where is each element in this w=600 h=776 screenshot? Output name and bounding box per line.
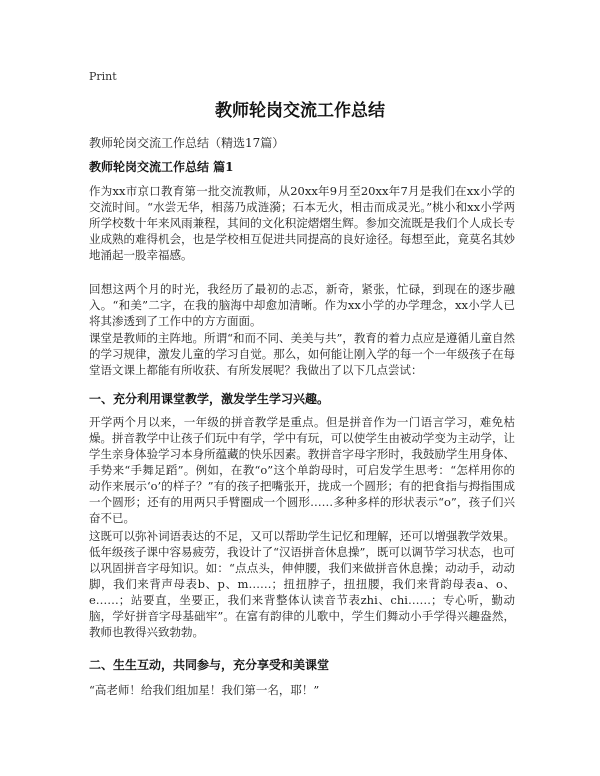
paragraph-3: 课堂是教师的主阵地。所谓“和而不同、美美与共”，教育的着力点应是遵循儿童自然的学习规律，激发儿童的学习自觉。那么，如何能让刚入学的每一个一年级孩子在每堂语文课上都能有所收获、有所发展呢？我做出了以下几点尝试：	[89, 331, 515, 377]
heading-1: 一、充分利用课堂教学，激发学生学习兴趣。	[89, 392, 330, 406]
heading-2: 二、生生互动，共同参与，充分享受和美课堂	[89, 658, 330, 672]
section-title: 教师轮岗交流工作总结 篇1	[89, 160, 234, 174]
paragraph-2: 回想这两个月的时光，我经历了最初的忐忑，新奇，紧张，忙碌，到现在的逐步融入。“和美”二字，在我的脑海中却愈加清晰。作为xx小学的办学理念，xx小学人已将其渗透到了工作中的方方面面。	[89, 282, 515, 328]
paragraph-6: “高老师！给我们组加星！我们第一名，耶！”	[89, 683, 320, 697]
print-label[interactable]: Print	[89, 70, 117, 83]
paragraph-5: 这既可以弥补词语表达的不足，又可以帮助学生记忆和理解，还可以增强教学效果。低年级孩子课中容易疲劳，我设计了“汉语拼音休息操”，既可以调节学习状态，也可以巩固拼音字母知识。如：“点点头，伸伸腰，我们来做拼音休息操；动动手，动动脚，我们来背声母表b、p、m……；扭扭脖子，扭扭腰，我们来背韵母表a、o、e……；站要直，坐要正，我们来背整体认读音节表zhi、chi……；专心听，勤动脑，学好拼音字母基础牢”。在富有韵律的儿歌中，学生们舞动小手学得兴趣盎然，教师也教得兴致勃勃。	[89, 529, 515, 639]
paragraph-1: 作为xx市京口教育第一批交流教师，从20xx年9月至20xx年7月是我们在xx小学的交流时间。“水尝无华，相荡乃成涟漪；石本无火，相击而成灵光。”桃小和xx小学两所学校数十年来风雨兼程，其间的文化积淀熠熠生辉。参加交流既是我们个人成长专业成熟的难得机会，也是学校相互促进共同提高的良好途径。每想至此，竟莫名其妙地涌起一股幸福感。	[89, 184, 515, 262]
paragraph-4: 开学两个月以来，一年级的拼音教学是重点。但是拼音作为一门语言学习，难免枯燥。拼音教学中让孩子们玩中有学，学中有玩，可以使学生由被动学变为主动学，让学生亲身体验学习本身所蕴藏的快乐因素。教拼音字母字形时，我鼓励学生用身体、手势来“手舞足蹈”。例如，在教“o”这个单韵母时，可启发学生思考：“怎样用你的动作来展示‘o’的样子？”有的孩子把嘴张开，拢成一个圆形；有的把食指与拇指围成一个圆形；还有的用两只手臂圈成一个圆形……多种多样的形状表示“o”，孩子们兴奋不已。	[89, 415, 515, 525]
document-subtitle: 教师轮岗交流工作总结（精选17篇）	[89, 136, 285, 150]
page-title: 教师轮岗交流工作总结	[215, 101, 385, 121]
